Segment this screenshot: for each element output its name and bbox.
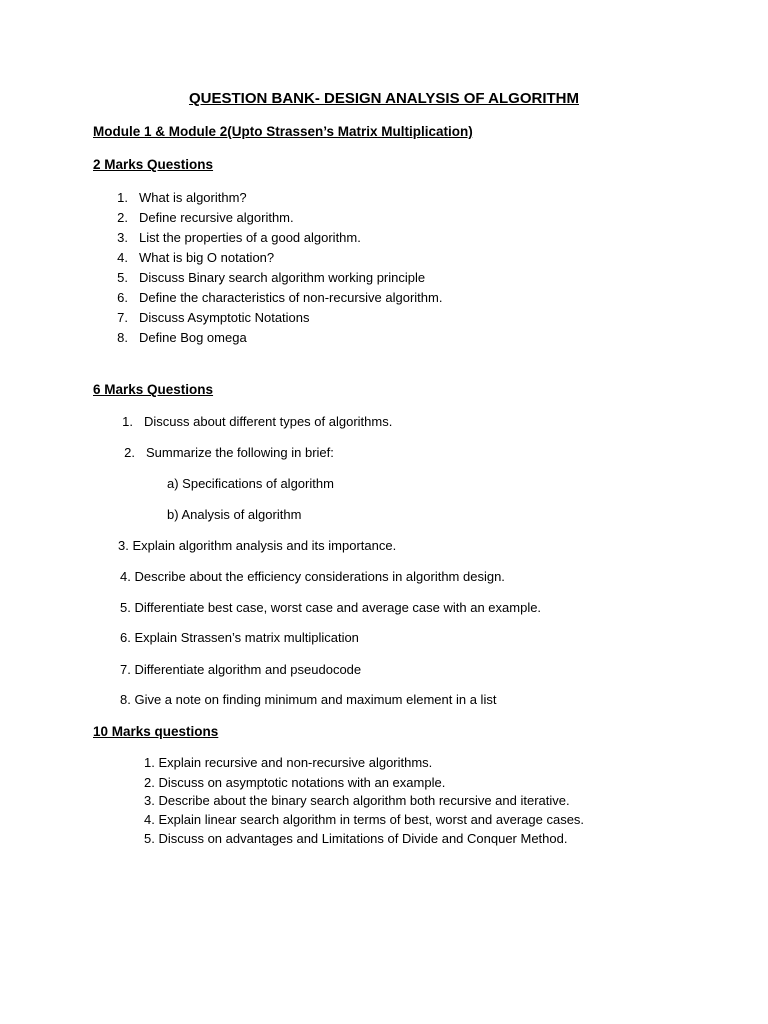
list-item: 4. Describe about the efficiency considerations in algorithm design. [120, 569, 505, 584]
item-number: 8. [117, 330, 128, 345]
item-number: 4. [117, 250, 128, 265]
item-number: 5. [117, 270, 128, 285]
module-heading: Module 1 & Module 2(Upto Strassen’s Matrix Multiplication) [93, 124, 473, 139]
list-item: 5. Discuss on advantages and Limitations of Divide and Conquer Method. [144, 831, 568, 846]
list-item: 5. Differentiate best case, worst case and average case with an example. [120, 600, 542, 615]
list-item: 3. Describe about the binary search algorithm both recursive and iterative. [144, 793, 570, 808]
item-number: 6. [117, 290, 128, 305]
item-text: List the properties of a good algorithm. [139, 230, 361, 245]
list-item: 6. Explain Strassen’s matrix multiplication [120, 630, 359, 645]
list-item: 1. Explain recursive and non-recursive algorithms. [144, 755, 433, 770]
list-item: 8. Give a note on finding minimum and maximum element in a list [120, 692, 497, 707]
list-item: 4. Explain linear search algorithm in terms of best, worst and average cases. [144, 812, 585, 827]
sub-item: a) Specifications of algorithm [167, 476, 334, 491]
six-marks-heading: 6 Marks Questions [93, 382, 214, 397]
item-text: Discuss Asymptotic Notations [139, 310, 310, 325]
item-number: 1. [117, 190, 128, 205]
item-number: 1. [122, 414, 133, 429]
item-number: 2. [124, 445, 135, 460]
item-text: What is big O notation? [139, 250, 275, 265]
item-text: Summarize the following in brief: [146, 445, 334, 460]
list-item: 3. Explain algorithm analysis and its importance. [118, 538, 397, 553]
item-text: What is algorithm? [139, 190, 247, 205]
item-text: Define Bog omega [139, 330, 247, 345]
item-text: Define the characteristics of non-recursive algorithm. [139, 290, 443, 305]
ten-marks-heading: 10 Marks questions [93, 724, 219, 739]
item-number: 3. [117, 230, 128, 245]
item-text: Discuss about different types of algorithms. [144, 414, 393, 429]
list-item: 7. Differentiate algorithm and pseudocode [120, 662, 362, 677]
item-text: Define recursive algorithm. [139, 210, 294, 225]
item-number: 2. [117, 210, 128, 225]
item-text: Discuss Binary search algorithm working principle [139, 270, 426, 285]
list-item: 2. Discuss on asymptotic notations with an example. [144, 775, 446, 790]
sub-item: b) Analysis of algorithm [167, 507, 302, 522]
item-number: 7. [117, 310, 128, 325]
document-title: QUESTION BANK- DESIGN ANALYSIS OF ALGORITHM [188, 90, 579, 107]
two-marks-heading: 2 Marks Questions [93, 157, 214, 172]
